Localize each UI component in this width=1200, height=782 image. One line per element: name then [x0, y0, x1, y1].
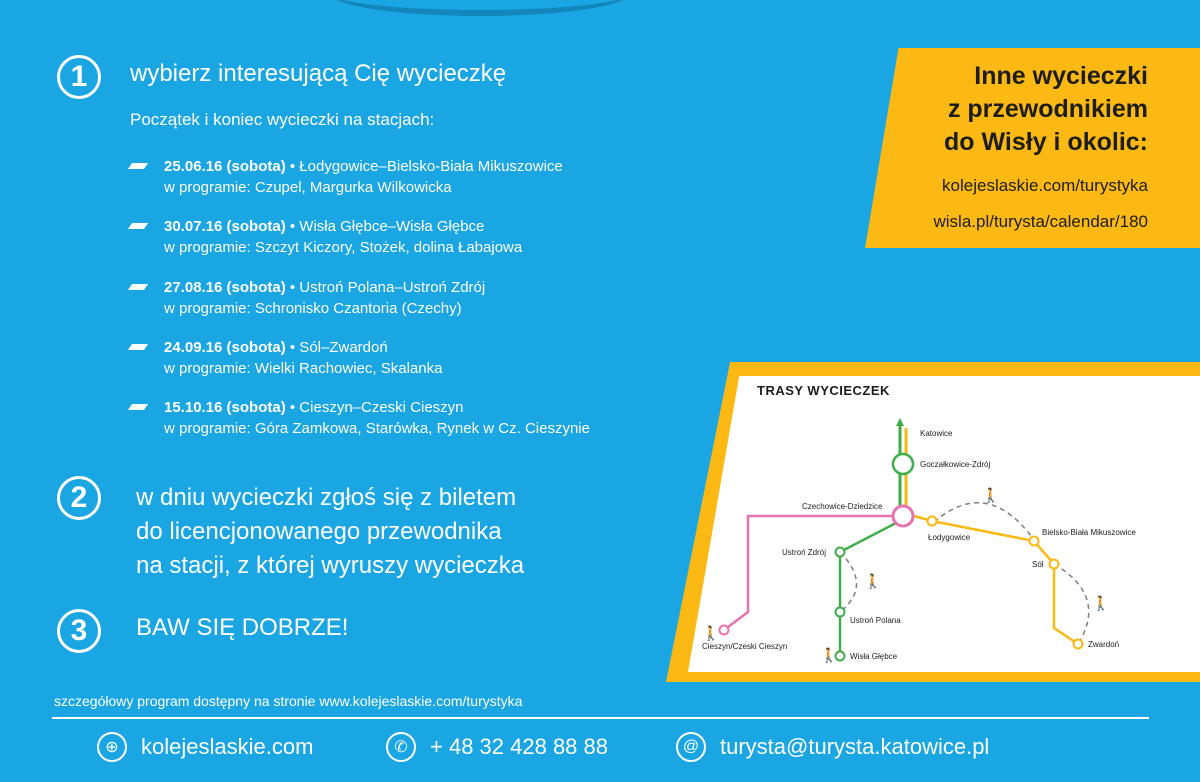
bullet-icon — [128, 223, 148, 229]
label-ustron-polana: Ustroń Polana — [850, 616, 901, 625]
globe-icon: ⊕ — [97, 732, 127, 762]
station-czechowice — [893, 506, 913, 526]
trip-route: • Łodygowice–Bielsko-Biała Mikuszowice — [289, 158, 563, 175]
contact-phone[interactable] — [386, 732, 608, 762]
trip-program: w programie: Schronisko Czantoria (Czechy) — [164, 300, 462, 317]
station-cieszyn — [720, 626, 729, 635]
trip-item — [130, 337, 442, 379]
bullet-icon — [128, 404, 148, 410]
station-bielsko — [1030, 537, 1039, 546]
promo-heading-line: z przewodnikiem — [947, 95, 1148, 123]
footer-divider — [52, 717, 1149, 719]
trip-program: w programie: Wielki Rachowiec, Skalanka — [164, 360, 443, 377]
step-2-number: 2 — [57, 476, 101, 520]
trip-program: w programie: Czupel, Margurka Wilkowicka — [164, 179, 452, 196]
trip-route: • Sól–Zwardoń — [289, 339, 388, 356]
station-goczalkowice — [893, 454, 913, 474]
station-lodygowice — [928, 517, 937, 526]
step-2-text — [136, 481, 524, 583]
trips-subtitle: Początek i koniec wycieczki na stacjach: — [130, 110, 435, 129]
arrow-up-icon — [896, 418, 904, 426]
station-zwardon — [1074, 640, 1083, 649]
step-1-title: wybierz interesującą Cię wycieczkę — [130, 60, 507, 87]
promo-heading — [944, 60, 1148, 159]
promo-link-wisla[interactable]: wisla.pl/turysta/calendar/180 — [933, 212, 1148, 231]
promo-heading-line: do Wisły i okolic: — [944, 128, 1148, 156]
contact-web[interactable] — [97, 732, 313, 762]
trip-program: w programie: Góra Zamkowa, Starówka, Rynek w Cz. Cieszynie — [164, 420, 590, 437]
trip-item — [130, 156, 563, 198]
trip-program: w programie: Szczyt Kiczory, Stożek, dolina Łabajowa — [164, 239, 523, 256]
hiker-icon: 🚶 — [864, 573, 882, 589]
hiker-icon: 🚶 — [820, 647, 838, 663]
route-map — [688, 376, 1200, 672]
hiker-icon: 🚶 — [982, 487, 1000, 503]
trip-route: • Ustroń Polana–Ustroń Zdrój — [289, 279, 486, 296]
label-wisla: Wisła Głębce — [850, 652, 898, 661]
step-2-line: w dniu wycieczki zgłoś się z biletem — [136, 484, 517, 511]
label-sol: Sól — [1032, 560, 1044, 569]
step-1-number: 1 — [57, 55, 101, 99]
trip-item — [130, 216, 522, 258]
station-sol — [1050, 560, 1059, 569]
label-zwardon: Zwardoń — [1088, 640, 1120, 649]
label-goczalkowice: Goczałkowice-Zdrój — [920, 460, 991, 469]
label-bielsko: Bielsko-Biała Mikuszowice — [1042, 528, 1136, 537]
trip-route: • Cieszyn–Czeski Cieszyn — [289, 399, 464, 416]
trip-date: 24.09.16 (sobota) — [164, 339, 286, 356]
step-2-line: na stacji, z której wyruszy wycieczka — [136, 552, 525, 579]
phone-icon: ✆ — [386, 732, 416, 762]
trip-item — [130, 397, 590, 439]
green-line-wisla — [840, 522, 898, 656]
at-icon: @ — [676, 732, 706, 762]
bullet-icon — [128, 344, 148, 350]
top-decoration — [330, 0, 630, 16]
trip-date: 25.06.16 (sobota) — [164, 158, 286, 175]
hiker-icon: 🚶 — [702, 625, 720, 641]
label-czechowice: Czechowice-Dziedzice — [802, 502, 883, 511]
label-cieszyn: Cieszyn/Czeski Cieszyn — [702, 642, 788, 651]
contact-email-text[interactable]: turysta@turysta.katowice.pl — [720, 734, 990, 759]
label-ustron-zdroj: Ustroń Zdrój — [782, 548, 827, 557]
hike-arc-2 — [840, 552, 857, 612]
contact-phone-text[interactable]: + 48 32 428 88 88 — [430, 734, 608, 759]
label-katowice: Katowice — [920, 429, 953, 438]
contact-web-text[interactable]: kolejeslaskie.com — [141, 734, 314, 759]
step-3-number: 3 — [57, 609, 101, 653]
trip-date: 30.07.16 (sobota) — [164, 218, 286, 235]
promo-heading-line: Inne wycieczki — [974, 62, 1148, 90]
step-3-title: BAW SIĘ DOBRZE! — [136, 614, 349, 641]
bullet-icon — [128, 284, 148, 290]
trip-item — [130, 277, 485, 319]
promo-link-kolejeslaskie[interactable]: kolejeslaskie.com/turystyka — [942, 176, 1148, 195]
station-ustron-zdroj — [836, 548, 845, 557]
trip-date: 15.10.16 (sobota) — [164, 399, 286, 416]
map-title: TRASY WYCIECZEK — [757, 383, 890, 398]
trip-date: 27.08.16 (sobota) — [164, 279, 286, 296]
footer-note: szczegółowy program dostępny na stronie www.kolejeslaskie.com/turystyka — [54, 693, 523, 709]
step-2-line: do licencjonowanego przewodnika — [136, 518, 502, 545]
trip-route: • Wisła Głębce–Wisła Głębce — [289, 218, 485, 235]
label-lodygowice: Łodygowice — [928, 533, 971, 542]
bullet-icon — [128, 163, 148, 169]
contact-email[interactable] — [676, 732, 989, 762]
station-ustron-polana — [836, 608, 845, 617]
hiker-icon: 🚶 — [1092, 595, 1110, 611]
